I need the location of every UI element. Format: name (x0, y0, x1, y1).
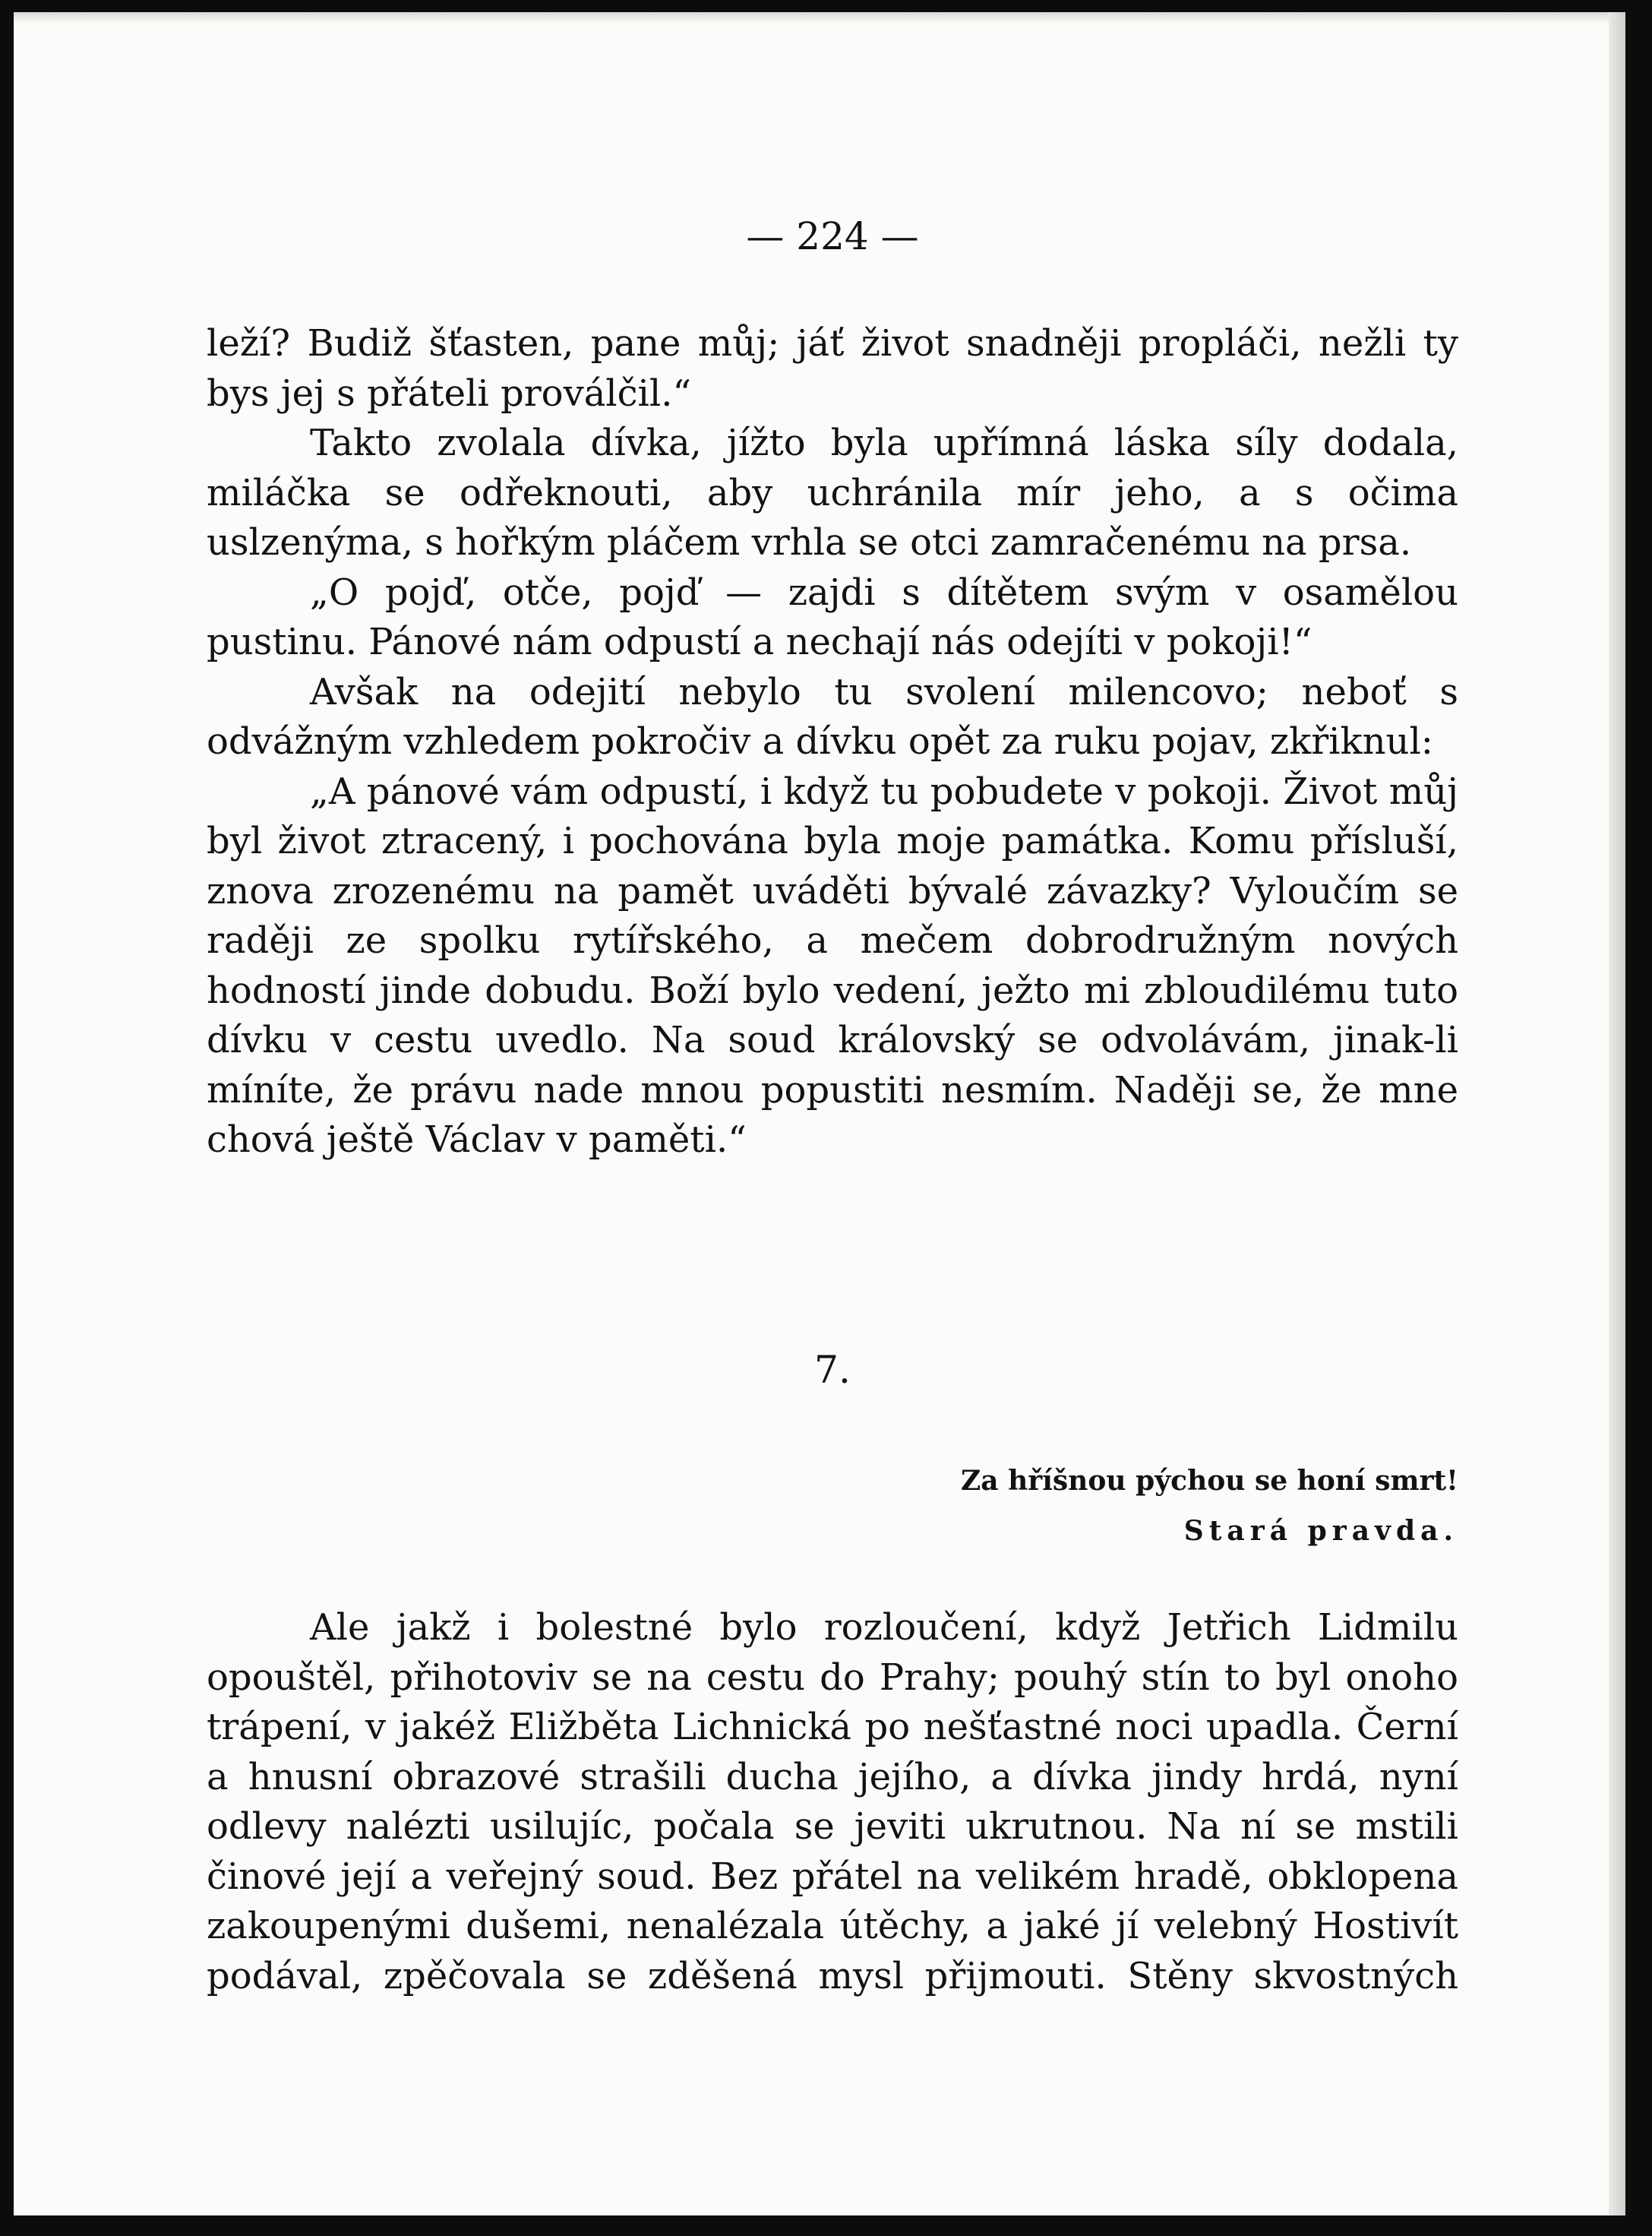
paragraph-dialogue: „O pojď, otče, pojď — zajdi s dítětem svým v osamělou pustinu. Pánové nám odpustí a nechají nás odejíti v pokoji!“ (207, 571, 1458, 663)
chapter-number: 7. (814, 1348, 851, 1392)
epigraph (961, 1456, 1458, 1556)
paragraph: Ale jakž i bolestné bylo rozloučení, když Jetřich Lidmilu opouštěl, přihotoviv se na cestu do Prahy; pouhý stín to byl onoho trápení, v jakéž Eližběta Lichnická po nešťastné noci upadla. Černí a hnusní obrazové strašili ducha jejího, a dívka jindy hrdá, nyní odlevy nalézti usilujíc, počala se jeviti ukrutnou. Na ní se mstili činové její a veřejný soud. Bez přátel na velikém hradě, obklopena zakoupenými dušemi, nenalézala útěchy, a jaké jí velebný Hostivít podával, zpěčovala se zděšená mysl přijmouti. Stěny skvostných (207, 1606, 1458, 1997)
paragraph-dialogue: „A pánové vám odpustí, i když tu pobudete v pokoji. Život můj byl život ztracený, i pochována byla moje památka. Komu přísluší, znova zrozenému na pamět uváděti bývalé závazky? Vyloučím se raději ze spolku rytířského, a mečem dobrodružným nových hodností jinde dobudu. Boží bylo vedení, ježto mi zbloudilému tuto dívku v cestu uvedlo. Na soud královský se odvolávám, jinak-li míníte, že právu nade mnou popustiti nesmím. Naději se, že mne chová ještě Václav v paměti.“ (207, 770, 1458, 1161)
paragraph: Takto zvolala dívka, jížto byla upřímná láska síly dodala, miláčka se odřeknouti, aby uchránila mír jeho, a s očima uslzenýma, s hořkým pláčem vrhla se otci zamračenému na prsa. (207, 422, 1458, 564)
paragraph: Avšak na odejití nebylo tu svolení milencovo; neboť s odvážným vzhledem pokročiv a dívku opět za ruku pojav, zkřiknul: (207, 670, 1458, 763)
paragraph-continuation: leží? Budiž šťasten, pane můj; jáť život snadněji propláči, nežli ty bys jej s přáteli proválčil.“ (207, 322, 1458, 415)
scan-edge-right (1609, 12, 1625, 2215)
chapter-body-text (207, 1603, 1458, 2001)
page-number: — 224 — (746, 214, 919, 258)
scan-edge-top (14, 12, 1625, 23)
body-text (207, 319, 1458, 1165)
epigraph-text: Za hříšnou pýchou se honí smrt! (960, 1465, 1458, 1497)
book-page (14, 12, 1625, 2215)
epigraph-source: Stará pravda. (1183, 1515, 1458, 1547)
